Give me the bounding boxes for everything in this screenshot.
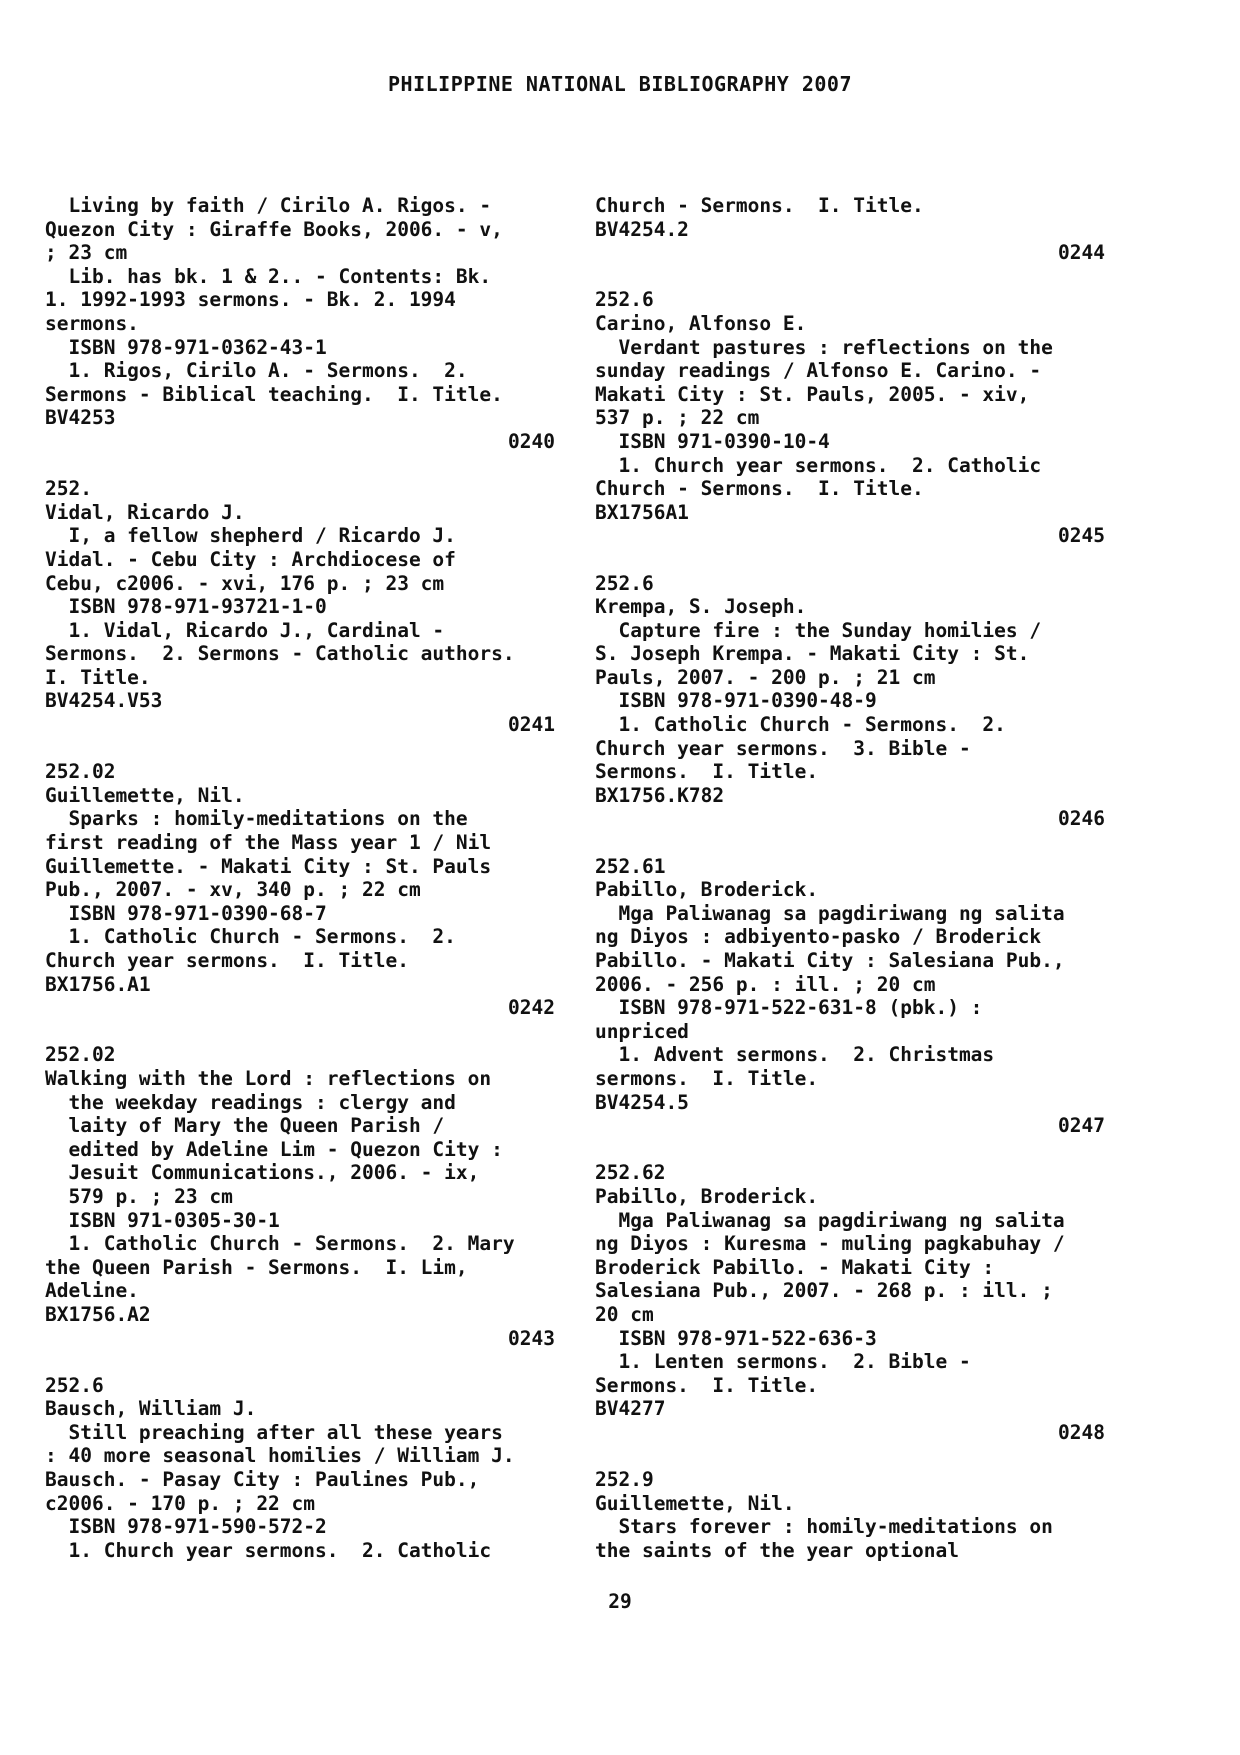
left-column xyxy=(45,194,555,1562)
entry-line: Bausch, William J. xyxy=(45,1397,257,1421)
entry-number: 0245 xyxy=(1058,524,1105,548)
entry-line: sermons. xyxy=(45,311,139,335)
entry-line: 1. Catholic Church - Sermons. 2. Mary xyxy=(45,1232,515,1256)
blank-line xyxy=(45,454,555,478)
entry-line: Church - Sermons. I. Title. xyxy=(595,477,924,501)
entry-line: 252.6 xyxy=(595,288,654,312)
entry-line: the Queen Parish - Sermons. I. Lim, xyxy=(45,1255,468,1279)
entry-line: ISBN 978-971-93721-1-0 xyxy=(45,595,327,619)
blank-line xyxy=(45,737,555,761)
entry-line: BX1756.A1 xyxy=(45,972,151,996)
entry-line: Salesiana Pub., 2007. - 268 p. : ill. ; xyxy=(595,1279,1053,1303)
entry-line: ; 23 cm xyxy=(45,241,128,265)
entry-line: Krempa, S. Joseph. xyxy=(595,595,807,619)
entry-line: Pub., 2007. - xv, 340 p. ; 22 cm xyxy=(45,878,421,902)
entry-line: 1. Rigos, Cirilo A. - Sermons. 2. xyxy=(45,359,468,383)
entry-line: BV4254.V53 xyxy=(45,689,163,713)
entry-line: Walking with the Lord : reflections on xyxy=(45,1066,492,1090)
entry-line: 1. Advent sermons. 2. Christmas xyxy=(595,1043,995,1067)
entry-line: 252. xyxy=(45,477,92,501)
entry-line: BV4254.5 xyxy=(595,1090,689,1114)
entry-line: the weekday readings : clergy and xyxy=(45,1090,456,1114)
blank-line xyxy=(45,1020,555,1044)
entry-number: 0241 xyxy=(508,713,555,737)
entry-line: Sermons. 2. Sermons - Catholic authors. xyxy=(45,642,515,666)
entry-line: Broderick Pabillo. - Makati City : xyxy=(595,1255,995,1279)
entry-line: BV4254.2 xyxy=(595,217,689,241)
entry-line: 2006. - 256 p. : ill. ; 20 cm xyxy=(595,972,936,996)
entry-line: ng Diyos : adbiyento-pasko / Broderick xyxy=(595,925,1042,949)
entry-line: 1. Church year sermons. 2. Catholic xyxy=(595,453,1042,477)
entry-line: 252.6 xyxy=(595,571,654,595)
entry-line: I, a fellow shepherd / Ricardo J. xyxy=(45,524,456,548)
entry-number: 0243 xyxy=(508,1326,555,1350)
entry-line: : 40 more seasonal homilies / William J. xyxy=(45,1444,515,1468)
entry-line: ISBN 971-0390-10-4 xyxy=(595,429,830,453)
entry-number: 0240 xyxy=(508,429,555,453)
blank-line xyxy=(595,1138,1105,1162)
entry-number: 0246 xyxy=(1058,807,1105,831)
entry-line: Guillemette, Nil. xyxy=(595,1491,795,1515)
entry-number: 0247 xyxy=(1058,1114,1105,1138)
entry-line: 579 p. ; 23 cm xyxy=(45,1184,233,1208)
entry-line: Adeline. xyxy=(45,1279,139,1303)
entry-line: Sermons. I. Title. xyxy=(595,1373,819,1397)
entry-line: BV4253 xyxy=(45,406,116,430)
entry-line: Makati City : St. Pauls, 2005. - xiv, xyxy=(595,382,1030,406)
entry-line: BX1756A1 xyxy=(595,500,689,524)
entry-line: 252.02 xyxy=(45,1043,116,1067)
entry-line: the saints of the year optional xyxy=(595,1538,959,1562)
entry-line: Pabillo, Broderick. xyxy=(595,878,819,902)
entry-line: 252.6 xyxy=(45,1373,104,1397)
entry-line: Stars forever : homily-meditations on xyxy=(595,1515,1053,1539)
entry-line: Mga Paliwanag sa pagdiriwang ng salita xyxy=(595,1208,1065,1232)
entry-line: 1. Vidal, Ricardo J., Cardinal - xyxy=(45,618,445,642)
entry-line: Lib. has bk. 1 & 2.. - Contents: Bk. xyxy=(45,264,492,288)
entry-line: Sparks : homily-meditations on the xyxy=(45,807,468,831)
entry-line: Church year sermons. 3. Bible - xyxy=(595,736,971,760)
entry-line: ISBN 978-971-0390-68-7 xyxy=(45,901,327,925)
entry-line: Pabillo, Broderick. xyxy=(595,1184,819,1208)
entry-line: Still preaching after all these years xyxy=(45,1420,503,1444)
entry-line: ISBN 971-0305-30-1 xyxy=(45,1208,280,1232)
entry-line: 252.62 xyxy=(595,1161,666,1185)
entry-line: unpriced xyxy=(595,1019,689,1043)
entry-line: 1. Lenten sermons. 2. Bible - xyxy=(595,1350,971,1374)
entry-line: BV4277 xyxy=(595,1397,666,1421)
entry-line: 252.9 xyxy=(595,1468,654,1492)
blank-line xyxy=(45,1350,555,1374)
entry-line: ISBN 978-971-590-572-2 xyxy=(45,1515,327,1539)
blank-line xyxy=(595,1444,1105,1468)
entry-line: ISBN 978-971-522-631-8 (pbk.) : xyxy=(595,996,983,1020)
entry-line: 252.02 xyxy=(45,760,116,784)
blank-line xyxy=(595,265,1105,289)
entry-line: Vidal. - Cebu City : Archdiocese of xyxy=(45,547,456,571)
entry-line: Sermons - Biblical teaching. I. Title. xyxy=(45,382,503,406)
entry-line: first reading of the Mass year 1 / Nil xyxy=(45,831,492,855)
entry-line: Guillemette. - Makati City : St. Pauls xyxy=(45,854,492,878)
entry-number: 0248 xyxy=(1058,1420,1105,1444)
entry-line: ISBN 978-971-522-636-3 xyxy=(595,1326,877,1350)
entry-line: sunday readings / Alfonso E. Carino. - xyxy=(595,359,1042,383)
entry-line: Vidal, Ricardo J. xyxy=(45,500,245,524)
entry-line: BX1756.A2 xyxy=(45,1302,151,1326)
entry-line: I. Title. xyxy=(45,665,151,689)
entry-line: Mga Paliwanag sa pagdiriwang ng salita xyxy=(595,901,1065,925)
entry-number: 0244 xyxy=(1058,241,1105,265)
entry-line: ISBN 978-971-0390-48-9 xyxy=(595,689,877,713)
entry-line: Church - Sermons. I. Title. xyxy=(595,194,924,217)
entry-line: Living by faith / Cirilo A. Rigos. - xyxy=(45,194,492,217)
blank-line xyxy=(595,831,1105,855)
entry-line: 1. Catholic Church - Sermons. 2. xyxy=(595,713,1006,737)
entry-line: 537 p. ; 22 cm xyxy=(595,406,760,430)
entry-line: edited by Adeline Lim - Quezon City : xyxy=(45,1137,503,1161)
blank-line xyxy=(595,548,1105,572)
entry-line: 252.61 xyxy=(595,854,666,878)
entry-line: Quezon City : Giraffe Books, 2006. - v, xyxy=(45,217,503,241)
entry-line: c2006. - 170 p. ; 22 cm xyxy=(45,1491,316,1515)
entry-line: 20 cm xyxy=(595,1302,654,1326)
entry-line: Bausch. - Pasay City : Paulines Pub., xyxy=(45,1468,480,1492)
entry-line: Jesuit Communications., 2006. - ix, xyxy=(45,1161,480,1185)
entry-line: Pabillo. - Makati City : Salesiana Pub., xyxy=(595,949,1065,972)
entry-number: 0242 xyxy=(508,996,555,1020)
entry-line: Guillemette, Nil. xyxy=(45,783,245,807)
entry-line: 1. Catholic Church - Sermons. 2. xyxy=(45,925,456,949)
entry-line: ISBN 978-971-0362-43-1 xyxy=(45,335,327,359)
right-column xyxy=(595,194,1105,1562)
entry-line: 1. 1992-1993 sermons. - Bk. 2. 1994 xyxy=(45,288,456,312)
entry-line: Carino, Alfonso E. xyxy=(595,311,807,335)
entry-line: Pauls, 2007. - 200 p. ; 21 cm xyxy=(595,665,936,689)
entry-line: sermons. I. Title. xyxy=(595,1066,819,1090)
entry-line: Sermons. I. Title. xyxy=(595,760,819,784)
page-number: 29 xyxy=(608,1590,632,1613)
entry-line: Capture fire : the Sunday homilies / xyxy=(595,618,1042,642)
entry-line: Verdant pastures : reflections on the xyxy=(595,335,1053,359)
entry-line: BX1756.K782 xyxy=(595,783,725,807)
entry-line: laity of Mary the Queen Parish / xyxy=(45,1114,445,1138)
entry-line: ng Diyos : Kuresma - muling pagkabuhay / xyxy=(595,1232,1065,1256)
entry-line: Church year sermons. I. Title. xyxy=(45,949,409,972)
page-header-title: PHILIPPINE NATIONAL BIBLIOGRAPHY 2007 xyxy=(387,72,853,96)
entry-line: S. Joseph Krempa. - Makati City : St. xyxy=(595,642,1030,666)
entry-line: Cebu, c2006. - xvi, 176 p. ; 23 cm xyxy=(45,571,445,595)
entry-line: 1. Church year sermons. 2. Catholic xyxy=(45,1538,492,1562)
